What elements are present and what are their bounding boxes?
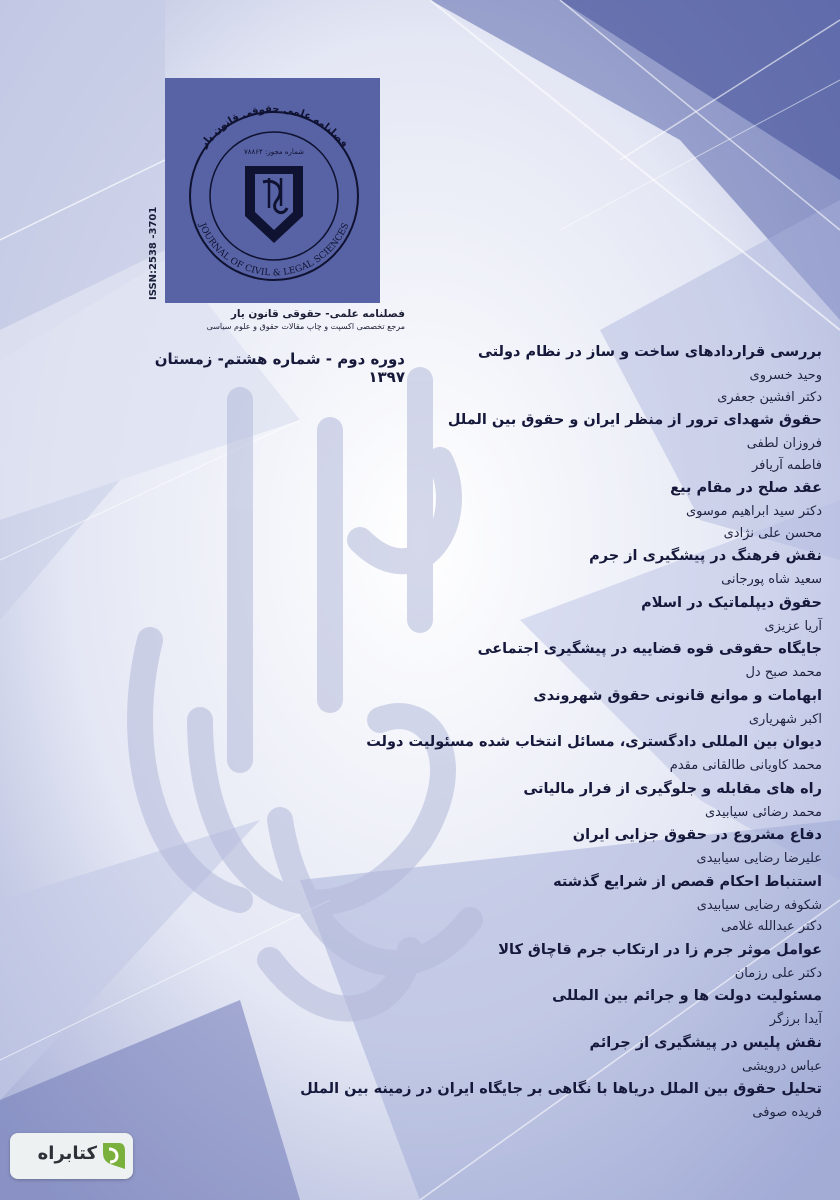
article-title: عوامل موثر جرم زا در ارتکاب جرم قاچاق کالا [498,941,822,958]
journal-title: فصلنامه علمی- حقوقی قانون یار [230,308,405,320]
journal-subtitle: مرجع تخصصی اکسپت و چاپ مقالات حقوق و علوم سیاسی [206,322,405,331]
article-author: عباس درویشی [741,1058,822,1074]
svg-text:JOURNAL OF CIVIL & LEGAL SCIEN: JOURNAL OF CIVIL & LEGAL SCIENCES [196,221,352,279]
article-author: فریده صوفی [752,1105,822,1120]
article-author: علیرضا رضایی سیابیدی [696,851,822,866]
article-author: وحید خسروی [749,368,822,383]
article-author: آیدا برزگر [769,1012,822,1027]
article-author: شکوفه رضایی سیابیدی [696,897,822,913]
article-author: محسن علی نژادی [723,525,822,541]
article-author: اکبر شهریاری [748,711,822,727]
article-title: راه های مقابله و جلوگیری از فرار مالیاتی [523,780,822,797]
article-author: محمد صبح دل [745,665,822,680]
issue-line: دوره دوم - شماره هشتم- زمستان ۱۳۹۷ [154,350,405,386]
article-title: نقش پلیس در پیشگیری از جرائم [589,1034,822,1051]
article-author: دکتر علی رزمان [734,965,822,981]
article-title: جایگاه حقوقی قوه قضاییه در پیشگیری اجتماعی [477,641,822,657]
article-title: نقش فرهنگ در پیشگیری از جرم [589,548,822,564]
article-title: عقد صلح در مقام بیع [670,480,822,496]
article-title: دیوان بین المللی دادگستری، مسائل انتخاب شده مسئولیت دولت [366,734,822,750]
article-title: ابهامات و موانع قانونی حقوق شهروندی [533,687,822,704]
article-author: دکتر افشین جعفری [717,389,822,405]
article-author: دکتر سید ابراهیم موسوی [685,504,822,519]
logo-panel [165,78,380,303]
table-of-contents [262,340,822,1124]
article-author: دکتر عبدالله غلامی [720,919,822,934]
article-author: فروزان لطفی [746,436,822,451]
article-title: تحلیل حقوق بین الملل دریاها با نگاهی بر جایگاه ایران در زمینه بین الملل [300,1081,822,1097]
article-title: حقوق شهدای ترور از منظر ایران و حقوق بین الملل [447,412,822,428]
article-title: دفاع مشروع در حقوق جزایی ایران [572,827,822,843]
article-title: بررسی قراردادهای ساخت و ساز در نظام دولتی [477,344,822,360]
issn-label [148,286,159,300]
article-author: فاطمه آریافر [752,457,822,473]
article-title: مسئولیت دولت ها و جرائم بین المللی [552,988,822,1004]
svg-text:فصلنامه علمی حقوقی قانون یار: فصلنامه علمی حقوقی قانون یار [198,103,350,150]
article-author: سعید شاه پورجانی [721,572,822,587]
article-author: محمد کاویانی طالقانی مقدم [669,758,822,773]
article-author: محمد رضائی سیابیدی [704,804,822,820]
svg-text:شماره مجوز: ۷۸۸۶۴: شماره مجوز: ۷۸۸۶۴ [244,148,304,156]
article-title: استنباط احکام قصص از شرایع گذشته [553,873,822,890]
ketabrah-logo-icon [99,1141,127,1171]
article-author: آریا عزیزی [764,618,822,634]
article-title: حقوق دیپلماتیک در اسلام [641,594,822,611]
journal-seal-icon [165,78,380,303]
ketabrah-badge[interactable] [10,1133,133,1179]
ketabrah-label: کتابراه [37,1143,97,1164]
